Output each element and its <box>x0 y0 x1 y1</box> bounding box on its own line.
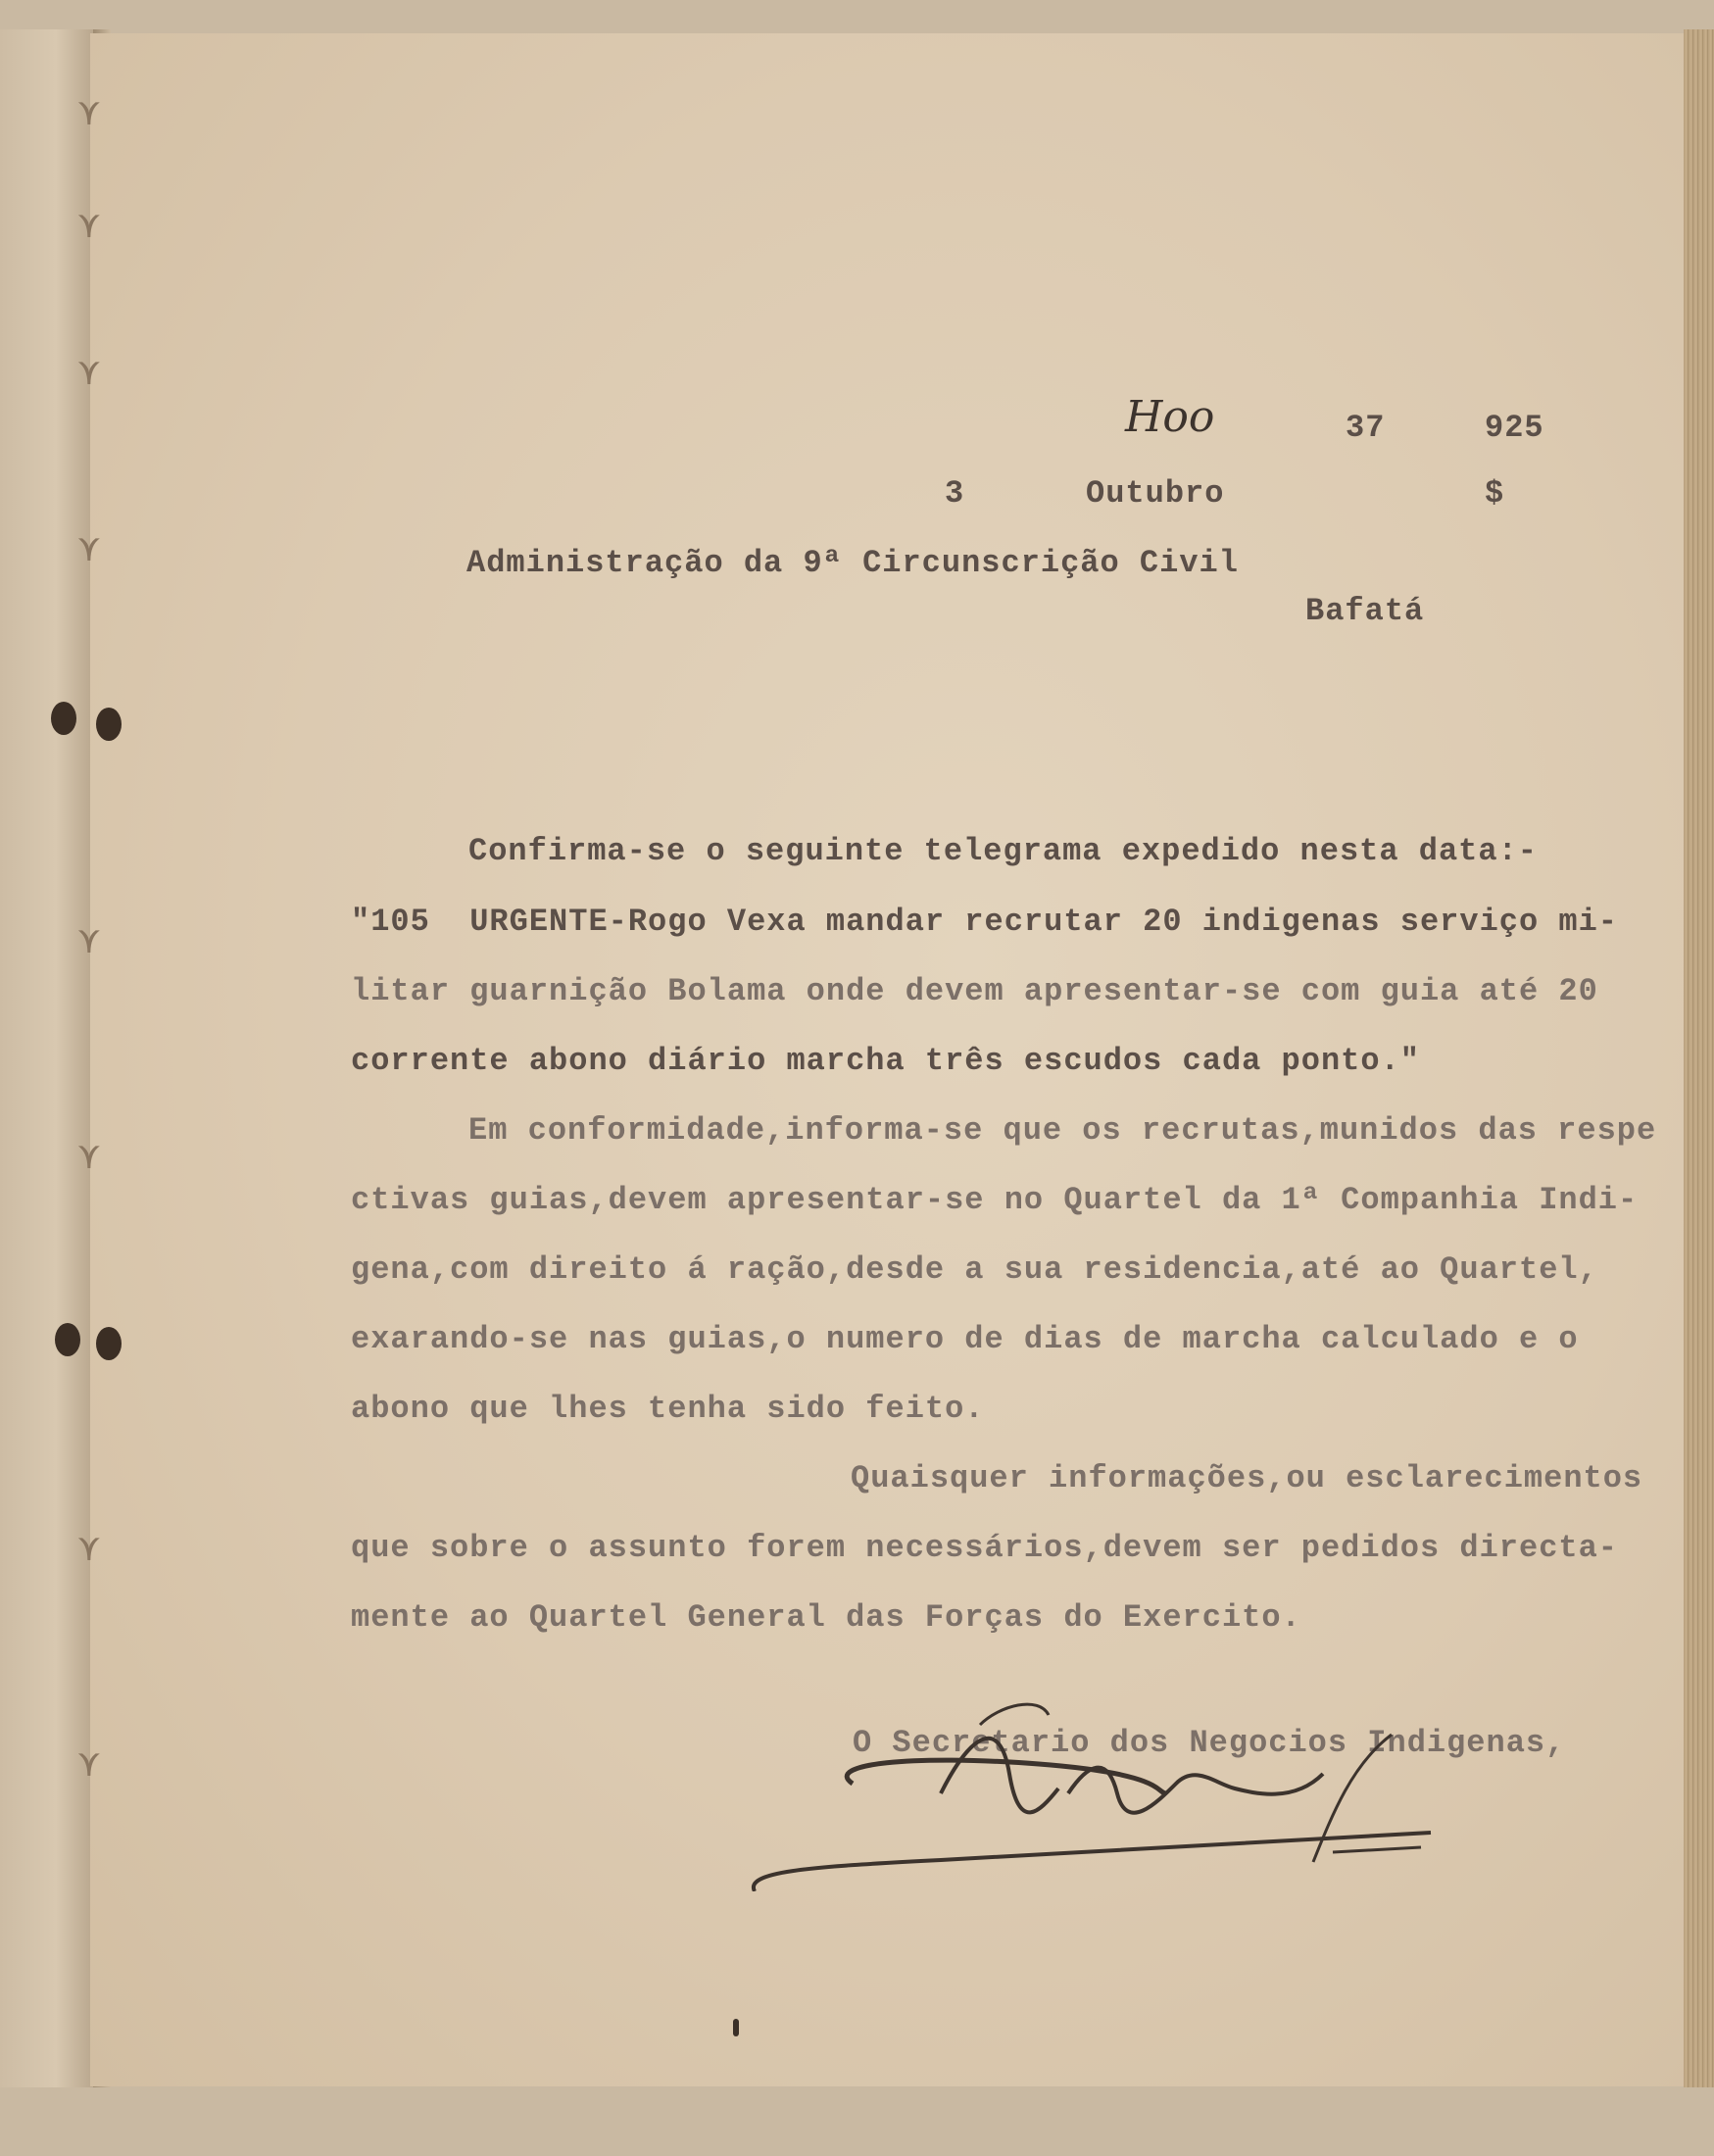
currency-mark: $ <box>1485 475 1505 512</box>
stitch-icon: ⋎ <box>78 1139 100 1179</box>
page-edges <box>1684 29 1714 2087</box>
handwritten-number: Hoo <box>1125 392 1215 442</box>
body-line: abono que lhes tenha sido feito. <box>351 1391 985 1427</box>
body-line: Em conformidade,informa-se que os recrutas,munidos das respe <box>468 1112 1657 1149</box>
body-line: exarando-se nas guias,o numero de dias de marcha calculado e o <box>351 1321 1579 1357</box>
body-line: litar guarnição Bolama onde devem apresentar-se com guia até 20 <box>351 973 1598 1009</box>
stitch-icon: ⋎ <box>78 95 100 135</box>
signatory-title: O Secretario dos Negocios Indigenas, <box>853 1725 1566 1761</box>
stitch-icon: ⋎ <box>78 1531 100 1571</box>
body-line: gena,com direito á ração,desde a sua residencia,até ao Quartel, <box>351 1251 1598 1288</box>
stitch-icon: ⋎ <box>78 208 100 248</box>
body-line: Confirma-se o seguinte telegrama expedido nesta data:- <box>468 833 1538 869</box>
ink-mark <box>733 2019 739 2036</box>
binding-hole-icon <box>51 702 76 735</box>
body-line: ctivas guias,devem apresentar-se no Quartel da 1ª Companhia Indi- <box>351 1182 1639 1218</box>
stitch-icon: ⋎ <box>78 1746 100 1787</box>
binding-hole-icon <box>96 708 122 741</box>
date-month: Outubro <box>1086 475 1225 512</box>
document-number: 37 <box>1346 410 1386 446</box>
addressee-place: Bafatá <box>1305 593 1425 629</box>
addressee: Administração da 9ª Circunscrição Civil <box>466 545 1239 581</box>
document-year: 925 <box>1485 410 1544 446</box>
body-line: que sobre o assunto forem necessários,devem ser pedidos directa- <box>351 1530 1618 1566</box>
body-line: corrente abono diário marcha três escudos cada ponto." <box>351 1043 1420 1079</box>
binding-hole-icon <box>55 1323 80 1356</box>
date-day: 3 <box>945 475 965 512</box>
stitch-icon: ⋎ <box>78 531 100 571</box>
stitch-icon: ⋎ <box>78 355 100 395</box>
handwritten-signature <box>745 1695 1450 1891</box>
stitch-icon: ⋎ <box>78 923 100 963</box>
body-line: mente ao Quartel General das Forças do Exercito. <box>351 1599 1301 1636</box>
body-line: "105 URGENTE-Rogo Vexa mandar recrutar 20 indigenas serviço mi- <box>351 904 1618 940</box>
binding-hole-icon <box>96 1327 122 1360</box>
body-line: Quaisquer informações,ou esclarecimentos <box>851 1460 1643 1496</box>
